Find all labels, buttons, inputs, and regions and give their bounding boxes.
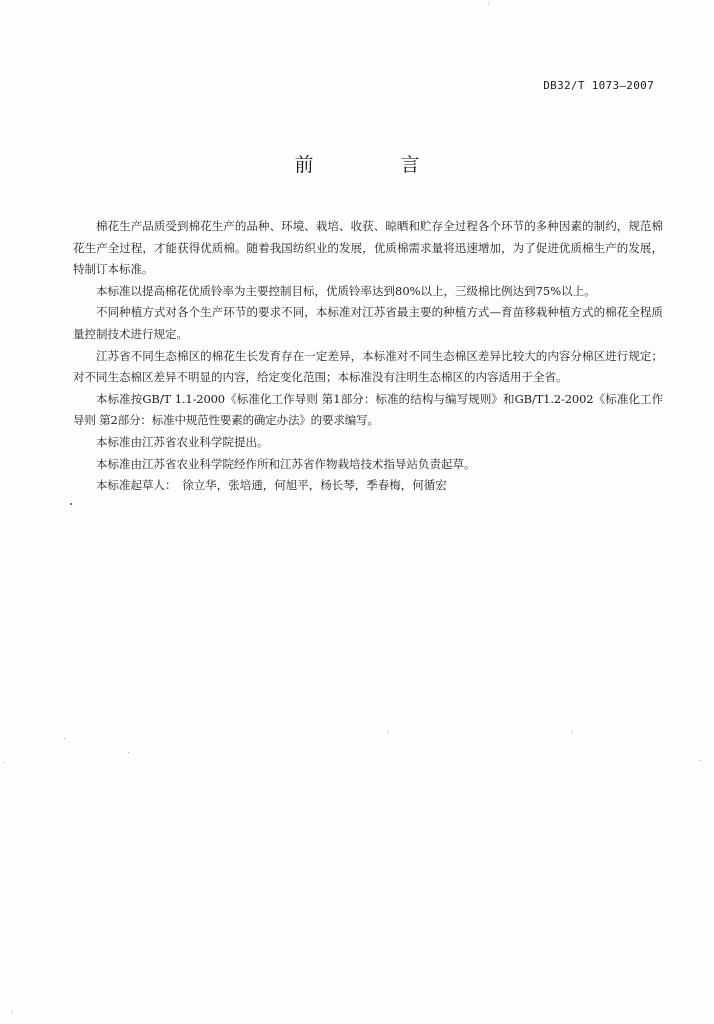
standard-code: DB32/T 1073—2007	[543, 79, 654, 92]
scan-speck	[388, 732, 389, 733]
scan-speck	[128, 752, 129, 753]
paragraph-8: 本标准起草人： 徐立华，张培通，何旭平，杨长琴，季春梅，何循宏	[96, 478, 447, 493]
scan-speck	[70, 503, 72, 505]
paragraph-1: 棉花生产品质受到棉花生产的品种、环境、栽培、收获、晾晒和贮存全过程各个环节的多种因素的制约，规范棉花生产全过程，才能获得优质棉。随着我国纺织业的发展，优质棉需求量将迅速增加，为了促进优质棉生产的发展，特制订本标准。	[73, 219, 663, 277]
document-body	[73, 216, 663, 497]
page-title: 前 言	[294, 154, 454, 176]
paragraph-7: 本标准由江苏省农业科学院经作所和江苏省作物栽培技术指导站负责起草。	[96, 456, 476, 471]
paragraph-5: 本标准按GB/T 1.1-2000《标准化工作导则 第1部分：标准的结构与编写规则》和GB/T1.2-2002《标准化工作导则 第2部分：标准中规范性要素的确定办法》的要求编写。	[73, 391, 663, 428]
scan-speck	[64, 738, 65, 739]
scan-speck	[700, 760, 701, 761]
scan-speck	[571, 732, 572, 733]
paragraph-4: 江苏省不同生态棉区的棉花生长发育存在一定差异，本标准对不同生态棉区差异比较大的内容分棉区进行规定；对不同生态棉区差异不明显的内容，给定变化范围；本标准没有注明生态棉区的内容适用于全省。	[73, 348, 663, 385]
scan-speck	[488, 3, 489, 4]
paragraph-3: 不同种植方式对各个生产环节的要求不同，本标准对江苏省最主要的种植方式—育苗移栽种植方式的棉花全程质量控制技术进行规定。	[73, 305, 663, 341]
scan-speck	[12, 1012, 13, 1013]
paragraph-6: 本标准由江苏省农业科学院提出。	[96, 434, 269, 449]
scan-speck	[4, 762, 5, 763]
paragraph-2: 本标准以提高棉花优质铃率为主要控制目标，优质铃率达到80%以上，三级棉比例达到75%以上。	[96, 283, 596, 298]
